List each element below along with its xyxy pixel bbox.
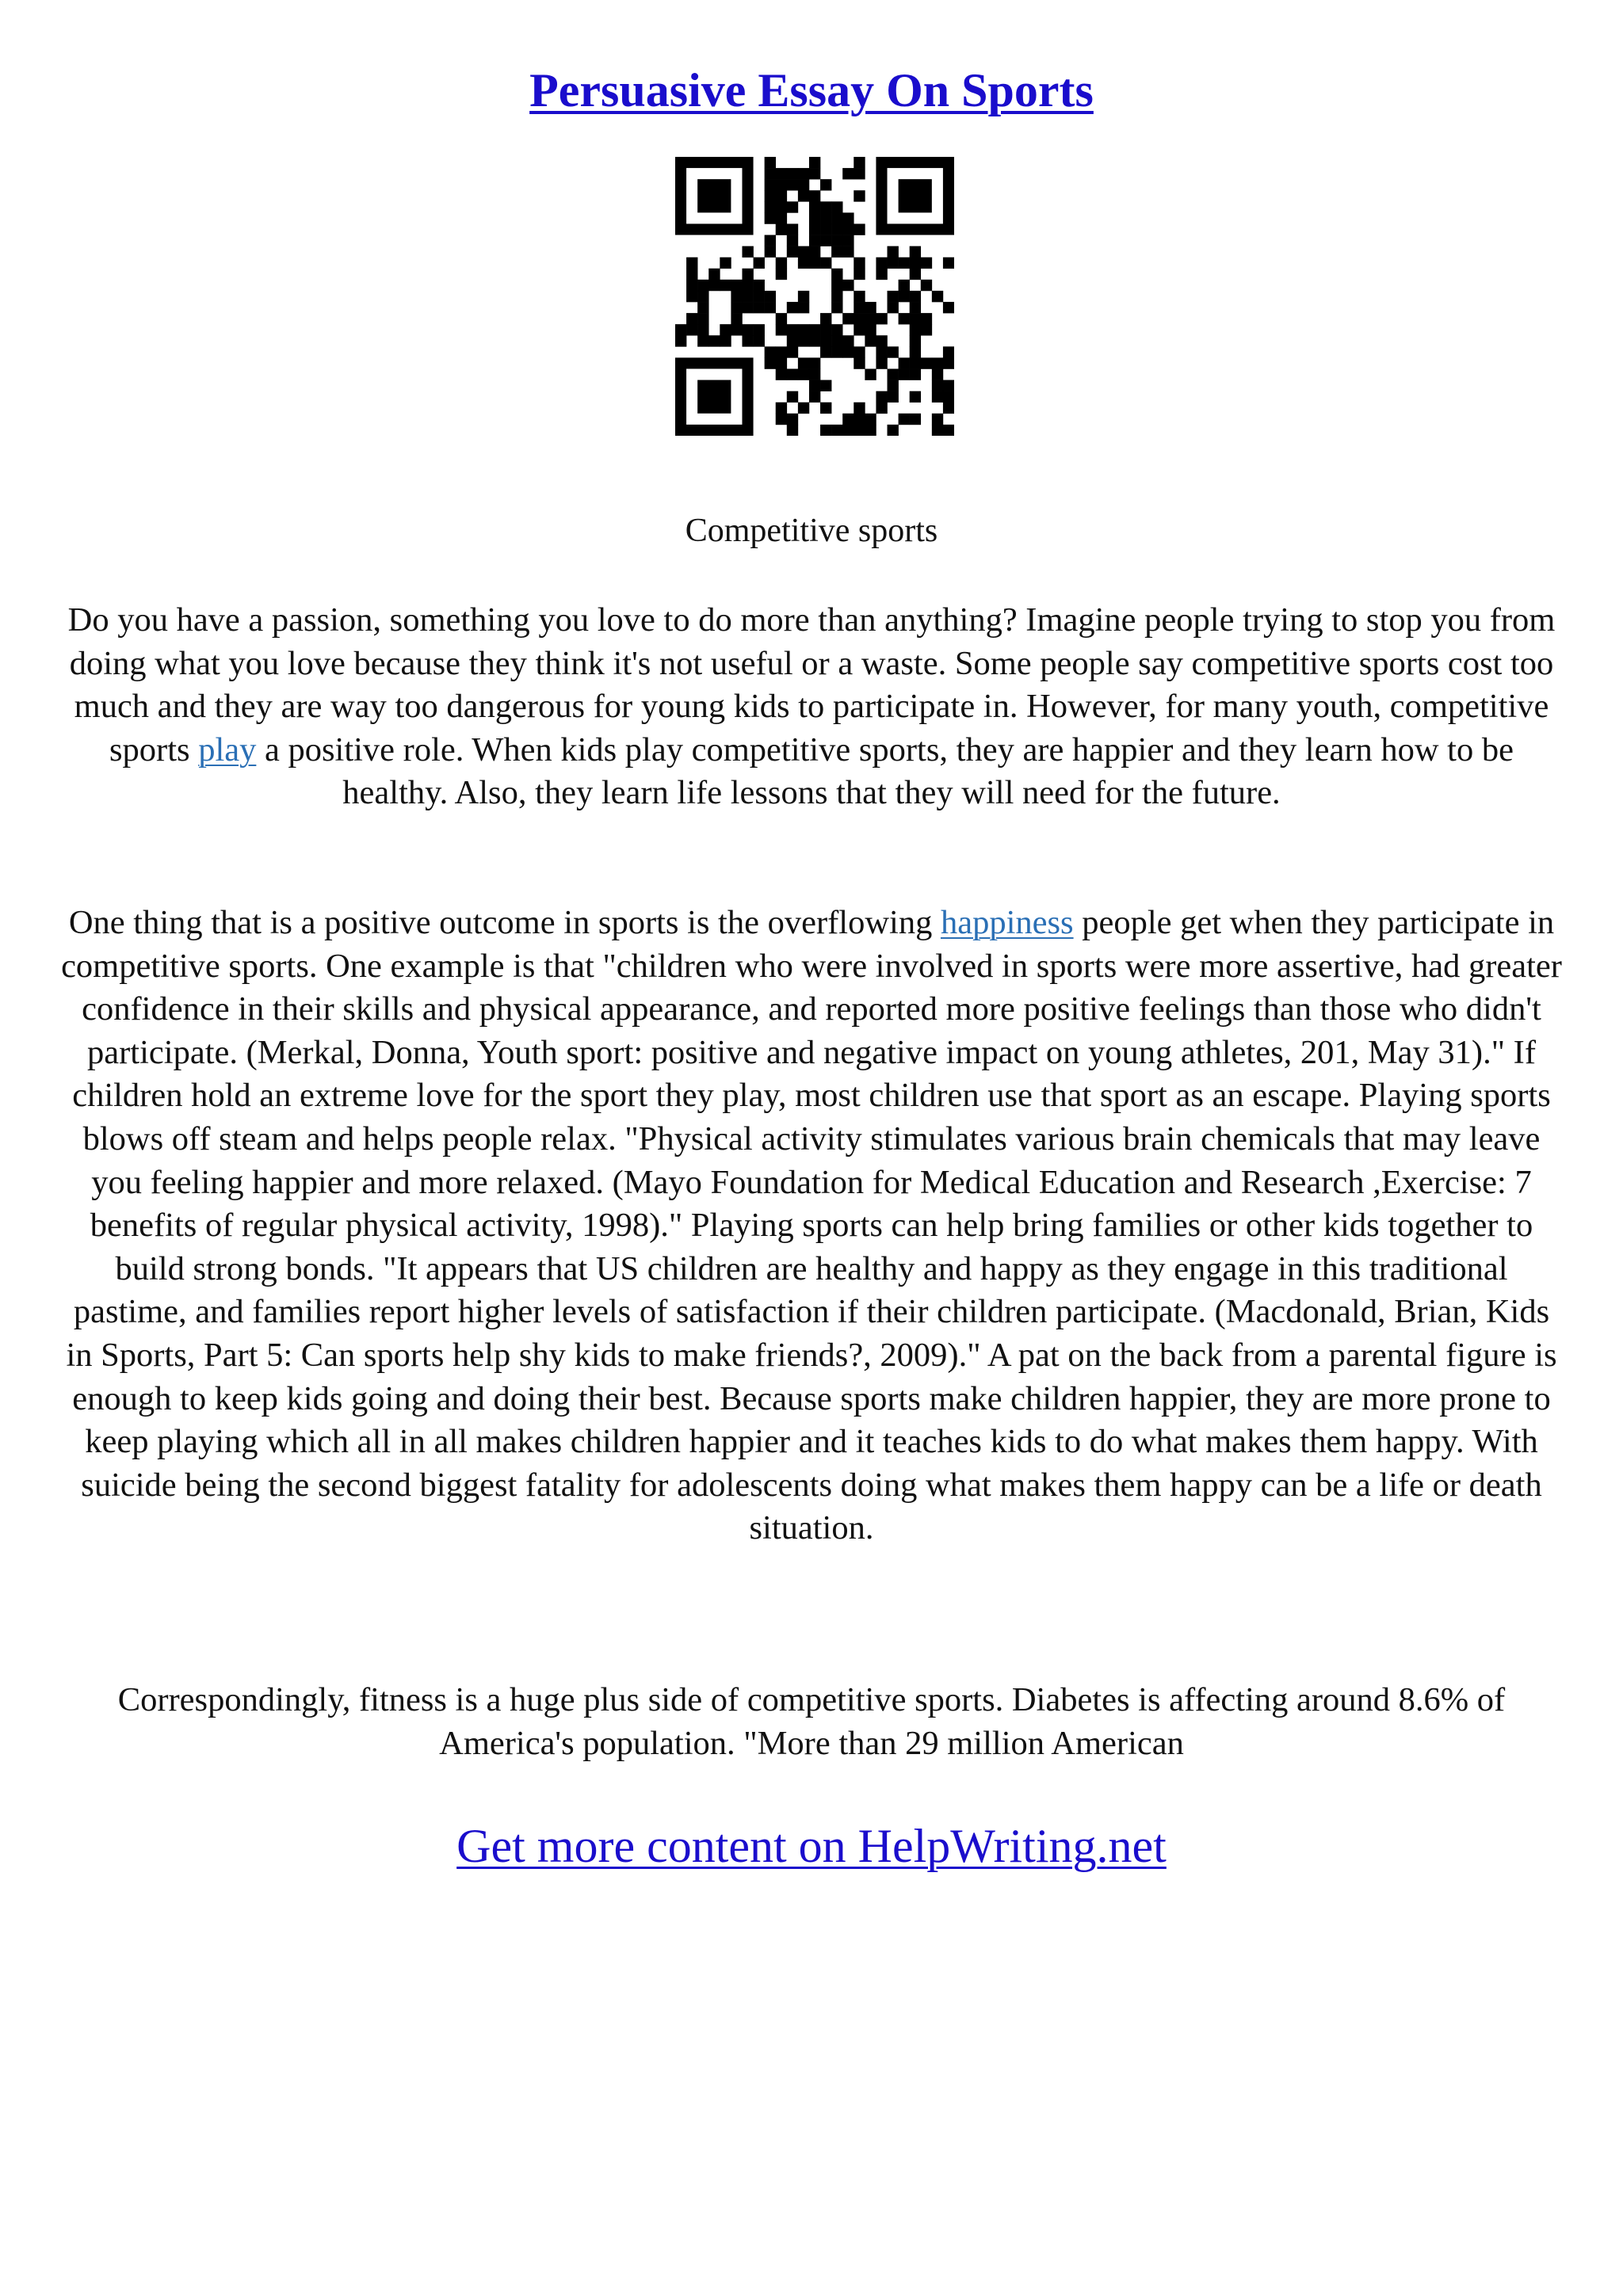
paragraph-2-text-a: One thing that is a positive outcome in sports is the overflowing xyxy=(68,904,941,941)
document-title xyxy=(0,59,1623,122)
footer-link[interactable]: Get more content on HelpWriting.net xyxy=(456,1820,1167,1872)
paragraph-2 xyxy=(57,902,1566,1550)
qr-code xyxy=(675,157,954,436)
paragraph-3: Correspondingly, fitness is a huge plus side of competitive sports. Diabetes is affecting around 8.6% of America's population. "More than 29 million American xyxy=(117,1681,1506,1762)
footer xyxy=(0,1814,1623,1878)
link-happiness[interactable]: happiness xyxy=(940,904,1074,941)
paragraph-1-text-b: a positive role. When kids play competitive sports, they are happier and they learn how to be healthy. Also, they learn life lessons that they will need for the future. xyxy=(256,730,1514,812)
paragraph-1-text-a: Do you have a passion, something you love to do more than anything? Imagine people trying to stop you from doing what you love because they think it's not useful or a waste. Some people say competitive sports cost too much and they are way too dangerous for young kids to participate in. However, for many youth, competitive sports xyxy=(67,601,1556,769)
document-subtitle: Competitive sports xyxy=(685,513,938,549)
title-link[interactable]: Persuasive Essay On Sports xyxy=(529,64,1094,116)
paragraph-1 xyxy=(57,599,1566,815)
paragraph-2-text-b: people get when they participate in competitive sports. One example is that "children who were involved in sports were more assertive, had greater confidence in their skills and physical appearance, and reported more positive feelings than those who didn't participate. (Merkal, Donna, Youth sport: positive and negative impact on young athletes, 201, May 31)." If children hold an extreme love for the sport they play, most children use that sport as an escape. Playing sports blows off steam and helps people relax. "Physical activity stimulates various brain chemicals that may leave you feeling happier and more relaxed. (Mayo Foundation for Medical Education and Research ,Exercise: 7 benefits of regular physical activity, 1998)." Playing sports can help bring families or other kids together to build strong bonds. "It appears that US children are healthy and happy as they engage in this traditional pastime, and families report higher levels of satisfaction if their children participate. (Macdonald, Brian, Kids in Sports, Part 5: Can sports help shy kids to make friends?, 2009)." A pat on the back from a parental figure is enough to keep kids going and doing their best. Because sports make children happier, they are more prone to keep playing which all in all makes children happier and it teaches kids to do what makes them happy. With suicide being the second biggest fatality for adolescents doing what makes them happy can be a life or death situation. xyxy=(61,904,1562,1547)
link-play[interactable]: play xyxy=(198,730,257,769)
